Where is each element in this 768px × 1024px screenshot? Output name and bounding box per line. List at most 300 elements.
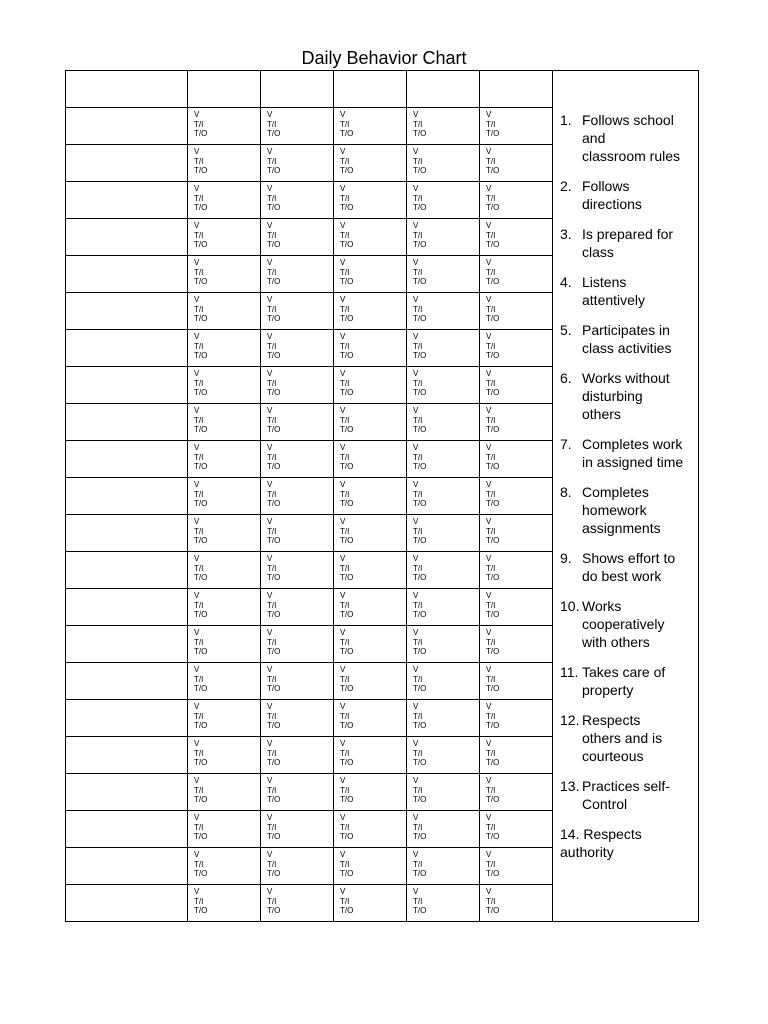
mark-option[interactable]: V xyxy=(194,591,200,600)
mark-option[interactable]: T/O xyxy=(486,425,500,435)
mark-option[interactable]: T/O xyxy=(413,425,427,435)
name-cell[interactable] xyxy=(66,774,188,811)
mark-option[interactable]: T/O xyxy=(486,240,500,250)
mark-option[interactable]: T/O xyxy=(413,499,427,509)
mark-option[interactable]: T/O xyxy=(194,129,208,139)
mark-option[interactable]: T/O xyxy=(267,758,281,768)
mark-option[interactable]: V xyxy=(340,147,346,156)
mark-cell[interactable] xyxy=(407,256,480,293)
name-cell[interactable] xyxy=(66,478,188,515)
mark-option[interactable]: V xyxy=(486,887,492,896)
mark-option[interactable]: T/O xyxy=(194,240,208,250)
mark-cell[interactable] xyxy=(334,589,407,626)
mark-option[interactable]: V xyxy=(340,776,346,785)
mark-option[interactable]: T/O xyxy=(413,721,427,731)
mark-option[interactable]: V xyxy=(267,739,273,748)
mark-option[interactable]: T/I xyxy=(486,563,496,573)
mark-cell[interactable] xyxy=(261,552,334,589)
mark-option[interactable]: T/O xyxy=(267,129,281,139)
name-cell[interactable] xyxy=(66,256,188,293)
mark-cell[interactable] xyxy=(334,626,407,663)
mark-option[interactable]: T/I xyxy=(267,119,277,129)
mark-cell[interactable] xyxy=(188,256,261,293)
name-cell[interactable] xyxy=(66,108,188,145)
mark-option[interactable]: V xyxy=(340,258,346,267)
mark-option[interactable]: T/O xyxy=(340,129,354,139)
mark-option[interactable]: T/I xyxy=(194,267,204,277)
mark-cell[interactable] xyxy=(480,589,553,626)
mark-option[interactable]: T/O xyxy=(413,314,427,324)
name-cell[interactable] xyxy=(66,404,188,441)
mark-option[interactable]: T/I xyxy=(413,526,423,536)
mark-option[interactable]: V xyxy=(267,776,273,785)
mark-option[interactable]: V xyxy=(413,813,419,822)
mark-option[interactable]: T/I xyxy=(413,859,423,869)
mark-option[interactable]: V xyxy=(194,850,200,859)
mark-option[interactable]: T/O xyxy=(486,795,500,805)
mark-option[interactable]: T/I xyxy=(267,674,277,684)
mark-cell[interactable] xyxy=(480,515,553,552)
mark-option[interactable]: V xyxy=(340,517,346,526)
mark-option[interactable]: T/O xyxy=(413,906,427,916)
mark-option[interactable]: V xyxy=(486,184,492,193)
mark-cell[interactable] xyxy=(334,700,407,737)
mark-option[interactable]: V xyxy=(194,665,200,674)
mark-option[interactable]: T/I xyxy=(267,378,277,388)
mark-option[interactable]: T/O xyxy=(486,499,500,509)
mark-option[interactable]: T/O xyxy=(194,166,208,176)
mark-option[interactable]: T/O xyxy=(413,203,427,213)
mark-option[interactable]: T/O xyxy=(486,573,500,583)
mark-cell[interactable] xyxy=(188,774,261,811)
mark-cell[interactable] xyxy=(480,256,553,293)
mark-cell[interactable] xyxy=(188,182,261,219)
mark-option[interactable]: V xyxy=(486,554,492,563)
mark-option[interactable]: V xyxy=(413,369,419,378)
mark-option[interactable]: V xyxy=(413,850,419,859)
mark-cell[interactable] xyxy=(261,885,334,922)
mark-option[interactable]: T/I xyxy=(267,859,277,869)
mark-option[interactable]: T/I xyxy=(194,785,204,795)
mark-option[interactable]: T/I xyxy=(413,415,423,425)
mark-cell[interactable] xyxy=(480,404,553,441)
mark-option[interactable]: T/I xyxy=(340,637,350,647)
mark-option[interactable]: V xyxy=(486,739,492,748)
mark-option[interactable]: V xyxy=(267,406,273,415)
mark-option[interactable]: T/I xyxy=(413,785,423,795)
mark-option[interactable]: T/I xyxy=(194,563,204,573)
mark-option[interactable]: T/I xyxy=(413,193,423,203)
name-cell[interactable] xyxy=(66,145,188,182)
mark-option[interactable]: T/I xyxy=(413,674,423,684)
mark-option[interactable]: V xyxy=(194,739,200,748)
mark-option[interactable]: V xyxy=(194,443,200,452)
mark-cell[interactable] xyxy=(407,182,480,219)
mark-option[interactable]: T/O xyxy=(194,832,208,842)
mark-option[interactable]: V xyxy=(340,813,346,822)
mark-option[interactable]: T/I xyxy=(340,156,350,166)
mark-cell[interactable] xyxy=(407,589,480,626)
mark-option[interactable]: T/I xyxy=(194,119,204,129)
mark-cell[interactable] xyxy=(334,478,407,515)
mark-option[interactable]: T/O xyxy=(340,758,354,768)
mark-option[interactable]: T/O xyxy=(194,314,208,324)
mark-option[interactable]: T/I xyxy=(486,267,496,277)
mark-option[interactable]: T/I xyxy=(267,711,277,721)
mark-option[interactable]: T/I xyxy=(486,674,496,684)
mark-cell[interactable] xyxy=(188,626,261,663)
mark-option[interactable]: V xyxy=(194,406,200,415)
mark-option[interactable]: T/I xyxy=(340,822,350,832)
mark-option[interactable]: T/I xyxy=(486,711,496,721)
mark-option[interactable]: V xyxy=(486,406,492,415)
mark-cell[interactable] xyxy=(188,737,261,774)
mark-option[interactable]: V xyxy=(486,295,492,304)
mark-cell[interactable] xyxy=(407,552,480,589)
mark-cell[interactable] xyxy=(188,145,261,182)
mark-option[interactable]: V xyxy=(194,332,200,341)
mark-option[interactable]: T/O xyxy=(486,314,500,324)
mark-cell[interactable] xyxy=(480,663,553,700)
mark-option[interactable]: T/O xyxy=(340,240,354,250)
mark-option[interactable]: T/O xyxy=(267,906,281,916)
mark-cell[interactable] xyxy=(188,108,261,145)
mark-option[interactable]: T/O xyxy=(267,536,281,546)
mark-option[interactable]: V xyxy=(413,147,419,156)
name-cell[interactable] xyxy=(66,219,188,256)
mark-cell[interactable] xyxy=(188,811,261,848)
mark-option[interactable]: T/O xyxy=(413,129,427,139)
mark-option[interactable]: V xyxy=(267,480,273,489)
mark-cell[interactable] xyxy=(261,256,334,293)
mark-option[interactable]: V xyxy=(486,517,492,526)
mark-option[interactable]: T/I xyxy=(486,119,496,129)
mark-option[interactable]: T/I xyxy=(267,600,277,610)
mark-option[interactable]: V xyxy=(340,332,346,341)
mark-option[interactable]: V xyxy=(267,665,273,674)
mark-option[interactable]: V xyxy=(194,887,200,896)
mark-option[interactable]: T/I xyxy=(267,341,277,351)
name-cell[interactable] xyxy=(66,700,188,737)
mark-option[interactable]: T/O xyxy=(486,277,500,287)
mark-cell[interactable] xyxy=(261,700,334,737)
mark-option[interactable]: T/I xyxy=(340,452,350,462)
mark-option[interactable]: T/I xyxy=(267,822,277,832)
mark-option[interactable]: T/O xyxy=(340,684,354,694)
mark-option[interactable]: V xyxy=(486,776,492,785)
mark-option[interactable]: T/I xyxy=(413,230,423,240)
mark-option[interactable]: V xyxy=(194,813,200,822)
mark-option[interactable]: T/O xyxy=(267,869,281,879)
mark-option[interactable]: T/I xyxy=(267,193,277,203)
mark-cell[interactable] xyxy=(334,848,407,885)
name-cell[interactable] xyxy=(66,811,188,848)
mark-option[interactable]: V xyxy=(194,517,200,526)
mark-cell[interactable] xyxy=(480,700,553,737)
name-cell[interactable] xyxy=(66,885,188,922)
name-cell[interactable] xyxy=(66,663,188,700)
mark-cell[interactable] xyxy=(188,441,261,478)
mark-option[interactable]: T/I xyxy=(486,341,496,351)
mark-option[interactable]: T/I xyxy=(194,341,204,351)
mark-cell[interactable] xyxy=(188,848,261,885)
mark-option[interactable]: T/I xyxy=(194,748,204,758)
mark-cell[interactable] xyxy=(480,182,553,219)
mark-option[interactable]: T/I xyxy=(267,452,277,462)
mark-option[interactable]: T/I xyxy=(194,896,204,906)
mark-option[interactable]: V xyxy=(194,110,200,119)
mark-cell[interactable] xyxy=(480,441,553,478)
mark-option[interactable]: T/O xyxy=(194,462,208,472)
mark-option[interactable]: V xyxy=(340,591,346,600)
mark-option[interactable]: T/I xyxy=(194,637,204,647)
mark-option[interactable]: T/O xyxy=(267,240,281,250)
mark-cell[interactable] xyxy=(480,108,553,145)
mark-option[interactable]: T/O xyxy=(413,869,427,879)
mark-option[interactable]: T/O xyxy=(340,314,354,324)
mark-option[interactable]: T/I xyxy=(194,489,204,499)
mark-option[interactable]: T/O xyxy=(486,647,500,657)
mark-option[interactable]: T/I xyxy=(194,230,204,240)
mark-cell[interactable] xyxy=(407,330,480,367)
day-header-cell[interactable] xyxy=(261,71,334,108)
mark-option[interactable]: T/I xyxy=(486,193,496,203)
mark-option[interactable]: T/I xyxy=(194,378,204,388)
mark-cell[interactable] xyxy=(188,700,261,737)
mark-option[interactable]: V xyxy=(194,295,200,304)
mark-option[interactable]: T/I xyxy=(267,526,277,536)
name-cell[interactable] xyxy=(66,441,188,478)
day-header-cell[interactable] xyxy=(407,71,480,108)
mark-option[interactable]: T/O xyxy=(194,499,208,509)
mark-option[interactable]: V xyxy=(267,295,273,304)
mark-option[interactable]: V xyxy=(413,221,419,230)
mark-option[interactable]: T/I xyxy=(267,230,277,240)
mark-cell[interactable] xyxy=(188,330,261,367)
mark-option[interactable]: V xyxy=(340,369,346,378)
mark-option[interactable]: V xyxy=(486,591,492,600)
name-cell[interactable] xyxy=(66,737,188,774)
mark-option[interactable]: V xyxy=(267,517,273,526)
mark-option[interactable]: T/O xyxy=(486,684,500,694)
mark-option[interactable]: T/I xyxy=(486,526,496,536)
mark-option[interactable]: T/O xyxy=(340,536,354,546)
mark-option[interactable]: T/O xyxy=(194,203,208,213)
mark-cell[interactable] xyxy=(188,589,261,626)
mark-option[interactable]: T/I xyxy=(340,489,350,499)
mark-cell[interactable] xyxy=(407,108,480,145)
mark-option[interactable]: V xyxy=(486,443,492,452)
mark-option[interactable]: V xyxy=(267,332,273,341)
mark-option[interactable]: T/O xyxy=(413,832,427,842)
mark-option[interactable]: V xyxy=(486,110,492,119)
mark-option[interactable]: T/O xyxy=(486,351,500,361)
mark-option[interactable]: V xyxy=(340,480,346,489)
mark-option[interactable]: V xyxy=(413,184,419,193)
mark-option[interactable]: V xyxy=(267,147,273,156)
mark-option[interactable]: T/I xyxy=(340,119,350,129)
mark-option[interactable]: T/I xyxy=(340,341,350,351)
mark-option[interactable]: T/I xyxy=(340,526,350,536)
mark-option[interactable]: V xyxy=(486,702,492,711)
mark-cell[interactable] xyxy=(334,774,407,811)
mark-option[interactable]: V xyxy=(413,887,419,896)
name-cell[interactable] xyxy=(66,515,188,552)
mark-option[interactable]: T/O xyxy=(194,758,208,768)
mark-cell[interactable] xyxy=(188,404,261,441)
mark-cell[interactable] xyxy=(334,256,407,293)
mark-cell[interactable] xyxy=(261,108,334,145)
mark-option[interactable]: V xyxy=(486,258,492,267)
mark-cell[interactable] xyxy=(480,293,553,330)
mark-option[interactable]: V xyxy=(413,332,419,341)
mark-cell[interactable] xyxy=(261,848,334,885)
mark-option[interactable]: T/O xyxy=(486,610,500,620)
name-cell[interactable] xyxy=(66,182,188,219)
mark-option[interactable]: V xyxy=(194,258,200,267)
mark-option[interactable]: V xyxy=(413,776,419,785)
mark-option[interactable]: T/O xyxy=(486,758,500,768)
mark-cell[interactable] xyxy=(261,404,334,441)
mark-option[interactable]: V xyxy=(486,850,492,859)
mark-option[interactable]: T/I xyxy=(267,563,277,573)
mark-option[interactable]: V xyxy=(340,110,346,119)
mark-option[interactable]: T/O xyxy=(486,906,500,916)
mark-option[interactable]: T/I xyxy=(340,785,350,795)
mark-option[interactable]: V xyxy=(267,702,273,711)
mark-option[interactable]: V xyxy=(486,147,492,156)
mark-option[interactable]: T/O xyxy=(486,869,500,879)
mark-option[interactable]: V xyxy=(340,850,346,859)
mark-option[interactable]: T/O xyxy=(340,832,354,842)
mark-cell[interactable] xyxy=(188,663,261,700)
mark-cell[interactable] xyxy=(407,404,480,441)
mark-option[interactable]: V xyxy=(194,628,200,637)
mark-option[interactable]: T/O xyxy=(413,684,427,694)
mark-option[interactable]: V xyxy=(194,702,200,711)
mark-option[interactable]: T/I xyxy=(340,859,350,869)
mark-option[interactable]: V xyxy=(413,517,419,526)
mark-cell[interactable] xyxy=(480,145,553,182)
mark-option[interactable]: V xyxy=(486,480,492,489)
mark-option[interactable]: T/O xyxy=(267,573,281,583)
mark-option[interactable]: T/O xyxy=(486,388,500,398)
mark-cell[interactable] xyxy=(334,145,407,182)
mark-cell[interactable] xyxy=(407,700,480,737)
mark-option[interactable]: T/I xyxy=(486,304,496,314)
mark-option[interactable]: V xyxy=(194,776,200,785)
mark-cell[interactable] xyxy=(407,367,480,404)
name-cell[interactable] xyxy=(66,367,188,404)
mark-option[interactable]: V xyxy=(340,443,346,452)
mark-option[interactable]: T/O xyxy=(340,610,354,620)
mark-option[interactable]: V xyxy=(413,628,419,637)
mark-cell[interactable] xyxy=(188,478,261,515)
mark-option[interactable]: T/I xyxy=(413,119,423,129)
mark-option[interactable]: T/I xyxy=(340,896,350,906)
mark-option[interactable]: T/O xyxy=(267,499,281,509)
mark-cell[interactable] xyxy=(334,293,407,330)
mark-cell[interactable] xyxy=(480,811,553,848)
mark-option[interactable]: T/I xyxy=(486,896,496,906)
mark-option[interactable]: V xyxy=(267,887,273,896)
mark-option[interactable]: T/O xyxy=(267,314,281,324)
mark-option[interactable]: T/O xyxy=(194,277,208,287)
mark-option[interactable]: T/I xyxy=(340,674,350,684)
mark-cell[interactable] xyxy=(188,219,261,256)
mark-option[interactable]: T/O xyxy=(267,166,281,176)
mark-option[interactable]: T/O xyxy=(413,573,427,583)
mark-option[interactable]: T/I xyxy=(340,563,350,573)
mark-option[interactable]: T/O xyxy=(267,647,281,657)
mark-option[interactable]: T/I xyxy=(413,304,423,314)
mark-cell[interactable] xyxy=(407,478,480,515)
mark-option[interactable]: T/O xyxy=(340,351,354,361)
mark-option[interactable]: T/O xyxy=(486,462,500,472)
mark-option[interactable]: T/I xyxy=(340,748,350,758)
mark-option[interactable]: T/O xyxy=(267,388,281,398)
mark-option[interactable]: T/O xyxy=(340,499,354,509)
mark-cell[interactable] xyxy=(334,441,407,478)
mark-option[interactable]: T/I xyxy=(267,156,277,166)
mark-option[interactable]: T/I xyxy=(486,489,496,499)
mark-cell[interactable] xyxy=(261,219,334,256)
mark-option[interactable]: T/O xyxy=(340,721,354,731)
mark-cell[interactable] xyxy=(334,108,407,145)
mark-option[interactable]: T/O xyxy=(194,795,208,805)
mark-option[interactable]: T/I xyxy=(194,674,204,684)
mark-cell[interactable] xyxy=(188,293,261,330)
mark-cell[interactable] xyxy=(261,441,334,478)
name-cell[interactable] xyxy=(66,552,188,589)
mark-cell[interactable] xyxy=(480,737,553,774)
mark-option[interactable]: T/I xyxy=(486,748,496,758)
mark-option[interactable]: V xyxy=(267,369,273,378)
mark-option[interactable]: V xyxy=(413,739,419,748)
mark-option[interactable]: V xyxy=(413,665,419,674)
mark-option[interactable]: V xyxy=(340,665,346,674)
mark-option[interactable]: T/I xyxy=(194,600,204,610)
mark-option[interactable]: T/O xyxy=(340,647,354,657)
mark-cell[interactable] xyxy=(407,848,480,885)
mark-option[interactable]: T/I xyxy=(486,452,496,462)
mark-option[interactable]: T/I xyxy=(413,637,423,647)
mark-cell[interactable] xyxy=(188,885,261,922)
mark-option[interactable]: V xyxy=(486,628,492,637)
mark-option[interactable]: V xyxy=(194,221,200,230)
mark-cell[interactable] xyxy=(407,885,480,922)
mark-option[interactable]: T/I xyxy=(194,859,204,869)
mark-option[interactable]: T/I xyxy=(194,526,204,536)
mark-option[interactable]: V xyxy=(267,554,273,563)
mark-option[interactable]: V xyxy=(267,628,273,637)
mark-option[interactable]: T/I xyxy=(194,822,204,832)
mark-cell[interactable] xyxy=(261,330,334,367)
mark-option[interactable]: T/O xyxy=(267,351,281,361)
mark-option[interactable]: T/I xyxy=(194,156,204,166)
mark-option[interactable]: T/I xyxy=(194,711,204,721)
mark-option[interactable]: V xyxy=(486,665,492,674)
mark-cell[interactable] xyxy=(261,478,334,515)
mark-option[interactable]: T/I xyxy=(267,748,277,758)
mark-option[interactable]: T/O xyxy=(486,129,500,139)
mark-option[interactable]: T/I xyxy=(194,304,204,314)
mark-option[interactable]: T/O xyxy=(267,832,281,842)
mark-cell[interactable] xyxy=(188,515,261,552)
mark-option[interactable]: T/I xyxy=(267,267,277,277)
mark-option[interactable]: T/O xyxy=(413,610,427,620)
mark-option[interactable]: T/O xyxy=(413,536,427,546)
